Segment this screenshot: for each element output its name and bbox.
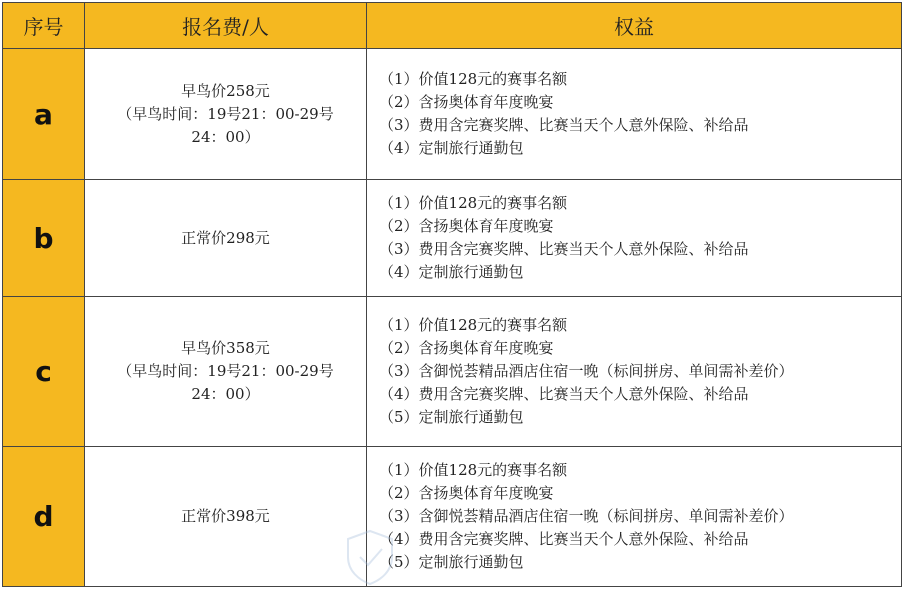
benefit-item: （3）含御悦荟精品酒店住宿一晚（标间拼房、单间需补差价） (379, 362, 794, 380)
benefit-item: （2）含扬奥体育年度晚宴 (379, 93, 554, 111)
header-benefits: 权益 (367, 3, 901, 48)
pricing-table (2, 2, 902, 587)
benefits-cell (367, 180, 901, 296)
price-cell (85, 297, 367, 446)
price-cell (85, 447, 367, 586)
header-no: 序号 (3, 3, 85, 48)
benefit-item: （5）定制旅行通勤包 (379, 553, 524, 571)
benefit-item: （3）含御悦荟精品酒店住宿一晚（标间拼房、单间需补差价） (379, 507, 794, 525)
benefit-item: （1）价值128元的赛事名额 (379, 461, 568, 479)
table-row (3, 180, 901, 297)
benefit-item: （3）费用含完赛奖牌、比赛当天个人意外保险、补给品 (379, 240, 749, 258)
benefit-item: （1）价值128元的赛事名额 (379, 70, 568, 88)
row-no: c (3, 297, 85, 446)
header-price: 报名费/人 (85, 3, 367, 48)
price-line: 正常价398元 (181, 507, 270, 525)
benefit-item: （4）定制旅行通勤包 (379, 263, 524, 281)
benefit-item: （4）定制旅行通勤包 (379, 139, 524, 157)
price-line: （早鸟时间：19号21：00-29号 (117, 362, 334, 380)
row-no: b (3, 180, 85, 296)
price-line: 24：00） (191, 127, 260, 146)
benefit-item: （3）费用含完赛奖牌、比赛当天个人意外保险、补给品 (379, 116, 749, 134)
benefit-item: （4）费用含完赛奖牌、比赛当天个人意外保险、补给品 (379, 385, 749, 403)
benefit-item: （2）含扬奥体育年度晚宴 (379, 339, 554, 357)
price-line: 24：00） (191, 385, 260, 403)
benefit-item: （2）含扬奥体育年度晚宴 (379, 484, 554, 502)
price-cell (85, 180, 367, 296)
table-row (3, 49, 901, 180)
table-row (3, 297, 901, 447)
price-line: （早鸟时间：19号21：00-29号 (117, 104, 334, 123)
price-cell (85, 49, 367, 179)
benefit-item: （2）含扬奥体育年度晚宴 (379, 217, 554, 235)
benefits-cell (367, 297, 901, 446)
table-row (3, 447, 901, 586)
table-header (3, 3, 901, 49)
row-no: d (3, 447, 85, 586)
price-line: 早鸟价258元 (181, 81, 270, 100)
benefits-cell (367, 447, 901, 586)
benefit-item: （5）定制旅行通勤包 (379, 408, 524, 426)
benefits-cell (367, 49, 901, 179)
price-line: 正常价298元 (181, 228, 270, 247)
row-no: a (3, 49, 85, 179)
price-line: 早鸟价358元 (181, 339, 270, 357)
benefit-item: （1）价值128元的赛事名额 (379, 194, 568, 212)
benefit-item: （4）费用含完赛奖牌、比赛当天个人意外保险、补给品 (379, 530, 749, 548)
benefit-item: （1）价值128元的赛事名额 (379, 316, 568, 334)
